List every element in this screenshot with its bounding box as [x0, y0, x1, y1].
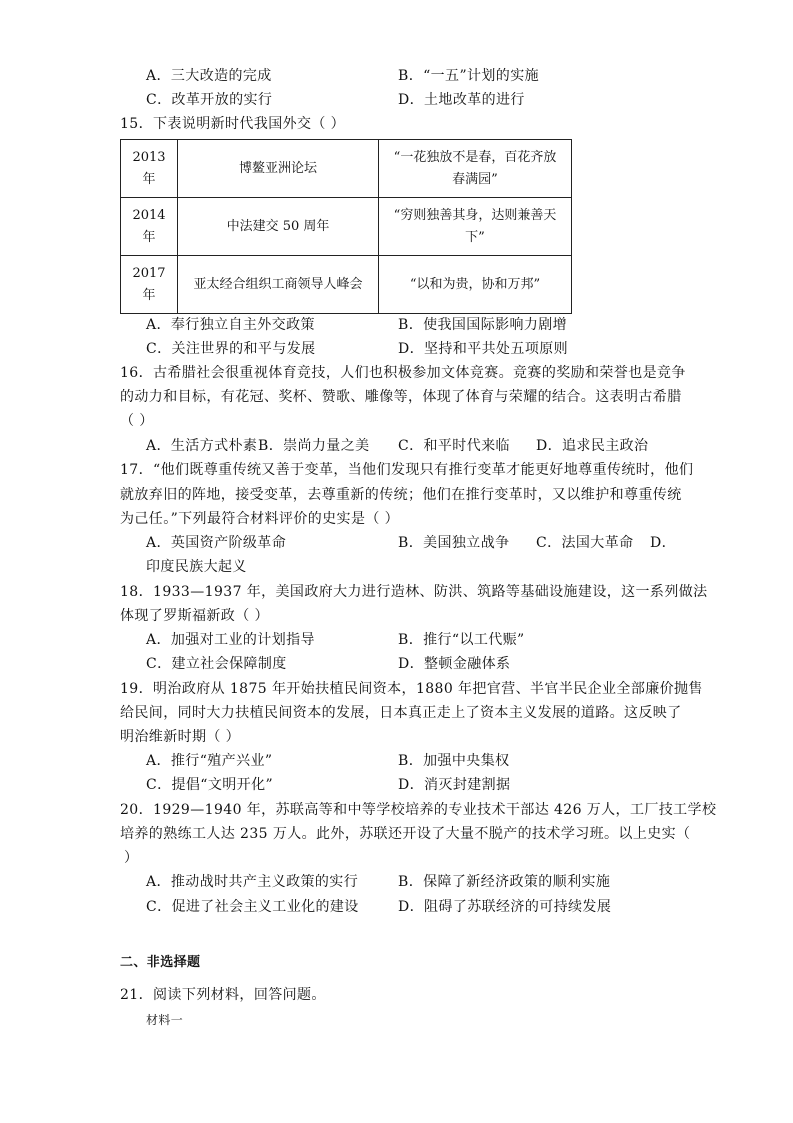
- q19-option-a: A．推行“殖产兴业”: [146, 753, 273, 769]
- q19-stem-line1: 19．明治政府从 1875 年开始扶植民间资本，1880 年把官营、半官半民企业全部廉价抛售: [120, 681, 703, 697]
- q16-option-a: A．生活方式朴素: [146, 438, 258, 454]
- quote-text: “穷则独善其身，达则兼善天: [393, 207, 557, 223]
- q21-stem: 21．阅读下列材料，回答问题。: [120, 987, 326, 1003]
- table-cell-event: 亚太经合组织工商领导人峰会: [178, 256, 379, 314]
- table-cell-year: [121, 256, 178, 314]
- q17-option-a: A．英国资产阶级革命: [146, 535, 287, 551]
- q19-option-d: D．消灭封建割据: [398, 777, 511, 793]
- q20-stem-line1: 20．1929—1940 年，苏联高等和中等学校培养的专业技术干部达 426 万人，工厂技工学校: [120, 802, 717, 818]
- year-text: 2013: [132, 149, 166, 165]
- q15-option-b: B．使我国国际影响力剧增: [398, 317, 568, 333]
- q18-stem-line1: 18．1933—1937 年，美国政府大力进行造林、防洪、筑路等基础设施建设，这一系列做法: [120, 584, 708, 600]
- table-row: [121, 256, 572, 314]
- q20-stem-line2: 培养的熟练工人达 235 万人。此外，苏联还开设了大量不脱产的技术学习班。以上史实（: [120, 826, 691, 842]
- year-unit: 年: [142, 229, 156, 245]
- q16-option-b: B．崇尚力量之美: [258, 438, 370, 454]
- q16-stem-line1: 16．古希腊社会很重视体育竞技，人们也积极参加文体竞赛。竞赛的奖励和荣誉也是竞争: [120, 365, 686, 381]
- q18-option-b: B．推行“以工代赈”: [398, 632, 525, 648]
- q18-stem-line2: 体现了罗斯福新政（ ）: [120, 608, 269, 624]
- table-row: [121, 140, 572, 198]
- q16-option-c: C．和平时代来临: [398, 438, 510, 454]
- year-text: 2014: [132, 207, 166, 223]
- q15-option-c: C．关注世界的和平与发展: [146, 341, 316, 357]
- q15-option-a: A．奉行独立自主外交政策: [146, 317, 315, 333]
- quote-text-cont: 下”: [465, 229, 485, 245]
- q14-option-a: A．三大改造的完成: [146, 68, 272, 84]
- q19-option-c: C．提倡“文明开化”: [146, 777, 274, 793]
- q14-option-b: B．“一五”计划的实施: [398, 68, 540, 84]
- quote-text-cont: 春满园”: [452, 171, 498, 187]
- q20-option-b: B．保障了新经济政策的顺利实施: [398, 874, 611, 890]
- diplomacy-table: [120, 139, 572, 314]
- q17-option-b: B．美国独立战争: [398, 535, 510, 551]
- table-cell-quote: “以和为贵，协和万邦”: [379, 256, 572, 314]
- material-label: 材料一: [146, 1013, 184, 1027]
- table-cell-year: [121, 140, 178, 198]
- q19-option-b: B．加强中央集权: [398, 753, 510, 769]
- table-cell-quote: [379, 198, 572, 256]
- q17-option-d-label: D．: [650, 535, 677, 551]
- q20-stem-line3: ）: [124, 850, 139, 866]
- year-unit: 年: [142, 287, 156, 303]
- q14-option-c: C．改革开放的实行: [146, 92, 273, 108]
- q20-option-c: C．促进了社会主义工业化的建设: [146, 899, 359, 915]
- table-cell-event: 博鳌亚洲论坛: [178, 140, 379, 198]
- q15-option-d: D．坚持和平共处五项原则: [398, 341, 569, 357]
- q16-stem-line3: （ ）: [120, 413, 154, 429]
- q16-stem-line2: 的动力和目标，有花冠、奖杯、赞歌、雕像等，体现了体育与荣耀的结合。这表明古希腊: [120, 389, 682, 405]
- section-heading: 二、非选择题: [120, 955, 201, 970]
- q19-stem-line2: 给民间，同时大力扶植民间资本的发展，日本真正走上了资本主义发展的道路。这反映了: [120, 705, 682, 721]
- q15-stem: 15．下表说明新时代我国外交（ ）: [120, 116, 346, 132]
- q17-option-d: 印度民族大起义: [146, 559, 247, 575]
- year-unit: 年: [142, 171, 156, 187]
- year-text: 2017: [132, 265, 166, 281]
- q20-option-a: A．推动战时共产主义政策的实行: [146, 874, 359, 890]
- q18-option-c: C．建立社会保障制度: [146, 656, 287, 672]
- q18-option-d: D．整顿金融体系: [398, 656, 511, 672]
- q19-stem-line3: 明治维新时期（ ）: [120, 729, 241, 745]
- table-cell-event: 中法建交 50 周年: [178, 198, 379, 256]
- table-row: [121, 198, 572, 256]
- quote-text: “一花独放不是春，百花齐放: [393, 149, 557, 165]
- q17-stem-line3: 为己任。”下列最符合材料评价的史实是（ ）: [120, 511, 400, 527]
- table-cell-year: [121, 198, 178, 256]
- q14-option-d: D．土地改革的进行: [398, 92, 525, 108]
- q18-option-a: A．加强对工业的计划指导: [146, 632, 315, 648]
- q17-stem-line1: 17．“他们既尊重传统又善于变革，当他们发现只有推行变革才能更好地尊重传统时，他们: [120, 462, 694, 478]
- q16-option-d: D．追求民主政治: [536, 438, 649, 454]
- table-cell-quote: [379, 140, 572, 198]
- q20-option-d: D．阻碍了苏联经济的可持续发展: [398, 899, 612, 915]
- q17-option-c: C．法国大革命: [536, 535, 634, 551]
- q17-stem-line2: 就放弃旧的阵地，接受变革，去尊重新的传统；他们在推行变革时，又以维护和尊重传统: [120, 487, 682, 503]
